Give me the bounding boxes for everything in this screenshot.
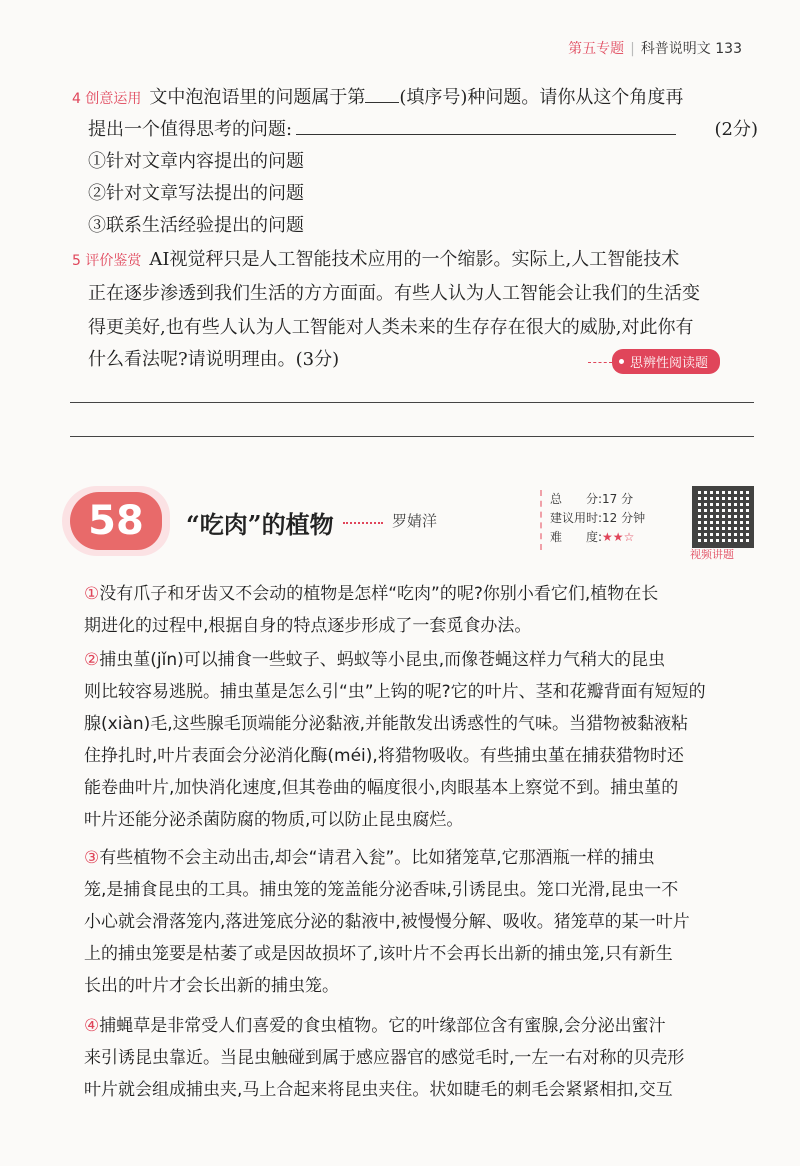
q4-text-a: 文中泡泡语里的问题属于第 [149,87,366,108]
para-line: 上的捕虫笼要是枯萎了或是因故损坏了,该叶片不会再长出新的捕虫笼,只有新生 [84,944,673,964]
para-line: 长出的叶片才会长出新的捕虫笼。 [84,976,339,996]
para-number: ④ [84,1016,100,1036]
para-line: 则比较容易逃脱。捕虫堇是怎么引“虫”上钩的呢?它的叶片、茎和花瓣背面有短短的 [84,682,706,702]
q5-line-4: 什么看法呢?请说明理由。(3分) [88,349,340,370]
page-number: 133 [715,41,742,57]
article-author: 罗婧洋 [392,512,438,530]
q4-line-2 [88,118,758,142]
qr-label: 视频讲题 [690,548,734,561]
paragraph-4 [84,1010,754,1106]
q4-option-1: ①针对文章内容提出的问题 [88,151,304,172]
para-line: 没有爪子和牙齿又不会动的植物是怎样“吃肉”的呢?你别小看它们,植物在长 [99,584,659,604]
q5-tag: 5 评价鉴赏 [72,253,142,269]
difficulty-label: 难 度: [550,530,603,544]
q5-line-2: 正在逐步渗透到我们生活的方方面面。有些人认为人工智能会让我们的生活变 [88,283,700,304]
q4-option-2: ②针对文章写法提出的问题 [88,183,304,204]
q5-line-3: 得更美好,也有些人认为人工智能对人类未来的生存存在很大的威胁,对此你有 [88,317,694,338]
para-number: ③ [84,848,100,868]
info-time: 建议用时:12 分钟 [550,511,646,525]
answer-line-2[interactable] [70,436,754,437]
paragraph-1 [84,578,754,642]
para-line: 叶片还能分泌杀菌防腐的物质,可以防止昆虫腐烂。 [84,810,464,830]
para-line: 腺(xiàn)毛,这些腺毛顶端能分泌黏液,并能散发出诱惑性的气味。当猎物被黏液粘 [84,714,689,734]
para-line: 住挣扎时,叶片表面会分泌消化酶(méi),将猎物吸收。有些捕虫堇在捕获猎物时还 [84,746,684,766]
article-title: “吃肉”的植物 [186,510,334,539]
q5-line-1 [72,248,758,273]
answer-line-1[interactable] [70,402,754,403]
q4-score: (2分) [714,119,758,140]
page-header: 第五专题 | 科普说明文 133 [568,41,742,57]
q4-line-1 [72,86,758,111]
info-total: 总 分:17 分 [550,492,634,506]
qr-code-icon[interactable] [692,486,754,548]
q4-prompt: 提出一个值得思考的问题: [88,119,293,140]
para-line: 捕虫堇(jǐn)可以捕食一些蚊子、蚂蚁等小昆虫,而像苍蝇这样力气稍大的昆虫 [99,650,666,670]
para-line: 有些植物不会主动出击,却会“请君入瓮”。比如猪笼草,它那酒瓶一样的捕虫 [99,848,655,868]
critical-reading-pill: 思辨性阅读题 [612,349,720,374]
q4-blank-number[interactable] [365,86,399,103]
article-number-badge: 58 [70,492,162,550]
topic-label: 第五专题 [568,41,625,57]
para-number: ② [84,650,100,670]
info-difficulty [550,528,684,547]
pill-connector [588,362,612,363]
para-line: 捕蝇草是非常受人们喜爱的食虫植物。它的叶缘部位含有蜜腺,会分泌出蜜汁 [99,1016,666,1036]
para-number: ① [84,584,100,604]
title-dots [343,522,383,524]
q4-option-3: ③联系生活经验提出的问题 [88,215,304,236]
para-line: 来引诱昆虫靠近。当昆虫触碰到属于感应器官的感觉毛时,一左一右对称的贝壳形 [84,1048,685,1068]
q4-text-b: (填序号)种问题。请你从这个角度再 [399,87,684,108]
article-info-box [540,490,684,550]
para-line: 期进化的过程中,根据自身的特点逐步形成了一套觅食办法。 [84,616,532,636]
paragraph-3 [84,842,754,1002]
q5-text-1: AI视觉秤只是人工智能技术应用的一个缩影。实际上,人工智能技术 [149,249,680,270]
para-line: 能卷曲叶片,加快消化速度,但其卷曲的幅度很小,肉眼基本上察觉不到。捕虫堇的 [84,778,679,798]
section-label: 科普说明文 [640,41,711,57]
para-line: 叶片就会组成捕虫夹,马上合起来将昆虫夹住。状如睫毛的刺毛会紧紧相扣,交互 [84,1080,673,1100]
para-line: 笼,是捕食昆虫的工具。捕虫笼的笼盖能分泌香味,引诱昆虫。笼口光滑,昆虫一不 [84,880,679,900]
para-line: 小心就会滑落笼内,落进笼底分泌的黏液中,被慢慢分解、吸收。猪笼草的某一叶片 [84,912,690,932]
difficulty-stars-icon: ★★☆ [602,530,635,544]
q4-answer-blank[interactable] [296,118,676,135]
paragraph-2 [84,644,754,836]
q4-tag: 4 创意运用 [72,91,142,107]
